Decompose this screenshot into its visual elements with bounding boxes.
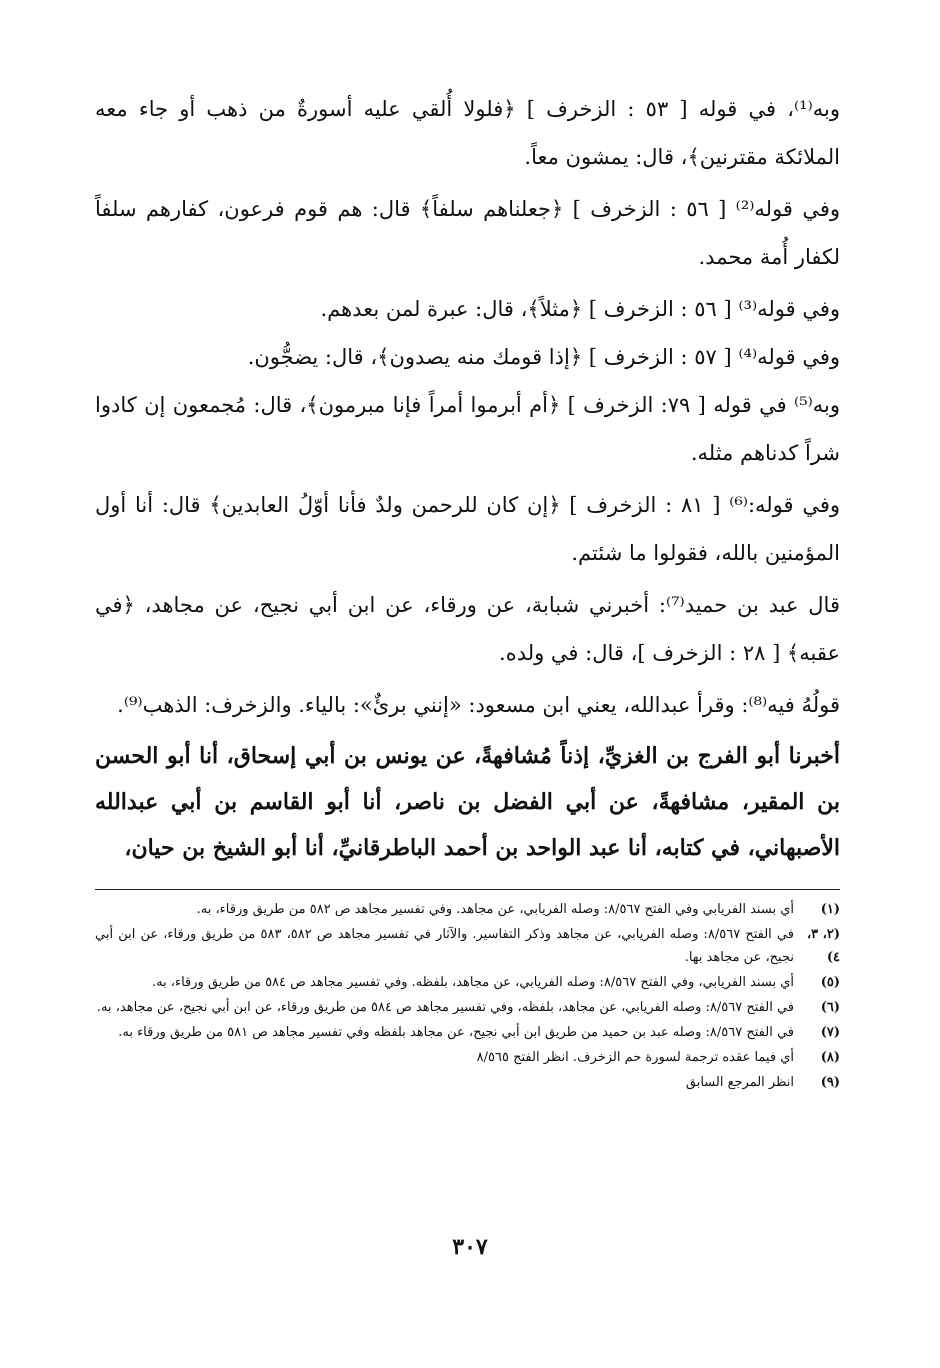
paragraph-9: أخبرنا أبو الفرج بن الغزيِّ، إذناً مُشافهةً، عن يونس بن أبي إسحاق، أنا أبو الحسن بن المقير، مشافهةً، عن أبي الفضل بن ناصر، أنا أبو القاسم بن أبي عبدالله الأصبهاني، في كتابه، أنا عبد الواحد بن أحمد الباطرقانيِّ، أنا أبو الشيخ بن حيان، bbox=[95, 743, 840, 861]
footnote-number: (٩) bbox=[820, 1075, 840, 1090]
footnote-text: أي فيما عقده ترجمة لسورة حم الزخرف. انظر الفتح ٨/٥٦٥ bbox=[476, 1050, 794, 1065]
footnote-text: في الفتح ٨/٥٦٧: وصله عبد بن حميد من طريق ابن أبي نجيح، عن مجاهد بلفظه وفي تفسير مجاهد ص ٥٨١ من طريق ورقاء به. bbox=[118, 1025, 794, 1040]
footnote-1 bbox=[95, 898, 840, 921]
paragraph-8: قولُهُ فيه⁽⁸⁾: وقرأ عبدالله، يعني ابن مسعود: «إنني برئٌ»: بالياء. والزخرف: الذهب⁽⁹⁾. bbox=[117, 693, 840, 717]
footnote-2 bbox=[95, 923, 840, 969]
paragraph-5: وبه⁽⁵⁾ في قوله [ ٧٩: الزخرف ] ﴿أم أبرموا أمراً فإنا مبرمون﴾، قال: مُجمعون إن كادوا شراً كدناهم مثله. bbox=[95, 393, 841, 465]
footnote-text: انظر المرجع السابق bbox=[685, 1075, 794, 1090]
paragraph-6: وفي قوله:⁽⁶⁾ [ ٨١ : الزخرف ] ﴿إن كان للرحمن ولدٌ فأنا أوّلُ العابدين﴾ قال: أنا أول المؤمنين بالله، فقولوا ما شئتم. bbox=[95, 493, 841, 565]
footnote-number: (٥) bbox=[820, 975, 840, 990]
page-number: ٣٠٧ bbox=[452, 1234, 488, 1260]
footnote-number: (٢، ٣، ٤) bbox=[806, 927, 840, 965]
footnote-3 bbox=[95, 971, 840, 994]
paragraph-3: وفي قوله⁽³⁾ [ ٥٦ : الزخرف ] ﴿مثلاً﴾، قال: عبرة لمن بعدهم. bbox=[320, 297, 840, 321]
paragraph-2: وفي قوله⁽²⁾ [ ٥٦ : الزخرف ] ﴿جعلناهم سلفاً﴾ قال: هم قوم فرعون، كفارهم سلفاً لكفار أُمة محمد. bbox=[95, 197, 841, 269]
footnote-text: في الفتح ٨/٥٦٧: وصله الفريابي، عن مجاهد وذكر التفاسير. والآثار في تفسير مجاهد ص ٥٨٢، ٥٨٣ من طريق ورقاء، عن ابن أبي نجيح، عن مجاهد بها. bbox=[95, 927, 794, 965]
page-body bbox=[95, 85, 840, 1096]
footnote-text: أي بسند الفريابي وفي الفتح ٨/٥٦٧: وصله الفريابي، عن مجاهد. وفي تفسير مجاهد ص ٥٨٢ من طريق ورقاء، به. bbox=[196, 902, 794, 917]
footnote-text: أي بسند الفريابي، وفي الفتح ٨/٥٦٧: وصله الفريابي، عن مجاهد، بلفظه. وفي تفسير مجاهد ص ٥٨٤ من طريق ورقاء، به. bbox=[151, 975, 794, 990]
footnote-7 bbox=[95, 1071, 840, 1094]
footnote-text: في الفتح ٨/٥٦٧: وصله الفريابي، عن مجاهد، بلفظه، وفي تفسير مجاهد ص ٥٨٤ من طريق ورقاء، عن ابن أبي نجيح، عن مجاهد، به. bbox=[96, 1000, 794, 1015]
footnote-number: (٨) bbox=[820, 1050, 840, 1065]
footnote-number: (٧) bbox=[820, 1025, 840, 1040]
footnote-4 bbox=[95, 996, 840, 1019]
paragraph-4: وفي قوله⁽⁴⁾ [ ٥٧ : الزخرف ] ﴿إذا قومك منه يصدون﴾، قال: يضجُّون. bbox=[247, 345, 840, 369]
footnote-divider bbox=[95, 889, 840, 890]
footnote-number: (١) bbox=[820, 902, 840, 917]
footnote-number: (٦) bbox=[820, 1000, 840, 1015]
footnote-5 bbox=[95, 1021, 840, 1044]
paragraph-7: قال عبد بن حميد⁽⁷⁾: أخبرني شبابة، عن ورقاء، عن ابن أبي نجيح، عن مجاهد، ﴿في عقبه﴾ [ ٢٨ : الزخرف ]، قال: في ولده. bbox=[95, 593, 840, 665]
footnote-6 bbox=[95, 1046, 840, 1069]
paragraph-1: وبه⁽¹⁾، في قوله [ ٥٣ : الزخرف ] ﴿فلولا أُلقي عليه أسورةٌ من ذهب أو جاء معه الملائكة مقترنين﴾، قال: يمشون معاً. bbox=[95, 97, 840, 169]
